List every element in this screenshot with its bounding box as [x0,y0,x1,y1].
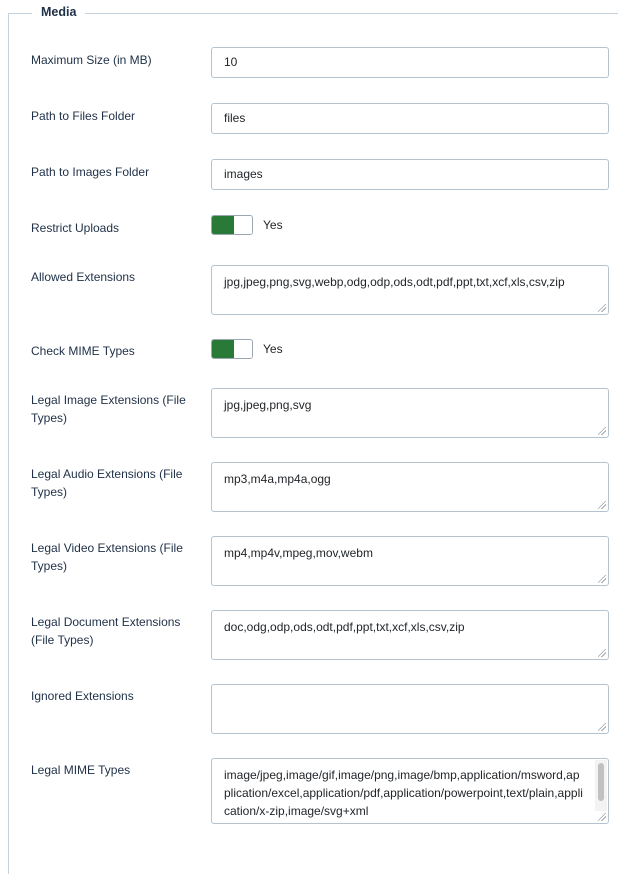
mime-types-value: image/jpeg,image/gif,image/png,image/bmp,application/msword,application/excel,application/pdf,application/powerpoint,text/plain,application/x-zip,image/svg+xml [224,768,583,818]
fieldset-legend: Media [32,5,85,19]
check-mime-label: Check MIME Types [31,344,135,358]
max-size-input[interactable]: 10 [211,47,609,78]
allowed-extensions-value: jpg,jpeg,png,svg,webp,odg,odp,ods,odt,pdf,ppt,txt,xcf,xls,csv,zip [224,275,565,289]
image-extensions-textarea[interactable] [211,388,609,438]
toggle-on-segment [212,340,234,358]
image-extensions-value: jpg,jpeg,png,svg [224,398,312,412]
image-extensions-label: Legal Image Extensions (File Types) [31,393,186,425]
check-mime-toggle[interactable] [211,339,253,359]
images-path-label: Path to Images Folder [31,165,150,179]
audio-extensions-value: mp3,m4a,mp4a,ogg [224,472,331,486]
document-extensions-label: Legal Document Extensions (File Types) [31,615,181,647]
resize-handle[interactable] [598,813,606,821]
resize-handle[interactable] [598,304,606,312]
scrollbar-thumb[interactable] [598,763,604,801]
images-path-input[interactable]: images [211,159,609,190]
audio-extensions-label: Legal Audio Extensions (File Types) [31,467,183,499]
audio-extensions-textarea[interactable] [211,462,609,512]
toggle-on-segment [212,216,234,234]
ignored-extensions-label: Ignored Extensions [31,689,134,703]
mime-types-textarea[interactable] [211,758,609,824]
vertical-scrollbar[interactable] [595,760,607,811]
files-path-label: Path to Files Folder [31,109,136,123]
check-mime-state: Yes [263,342,283,356]
restrict-uploads-state: Yes [263,218,283,232]
resize-handle[interactable] [598,723,606,731]
resize-handle[interactable] [598,427,606,435]
max-size-label: Maximum Size (in MB) [31,53,152,67]
restrict-uploads-toggle[interactable] [211,215,253,235]
document-extensions-textarea[interactable] [211,610,609,660]
resize-handle[interactable] [598,575,606,583]
allowed-extensions-textarea[interactable] [211,265,609,315]
resize-handle[interactable] [598,649,606,657]
video-extensions-textarea[interactable] [211,536,609,586]
ignored-extensions-textarea[interactable] [211,684,609,734]
toggle-knob [234,340,252,358]
allowed-extensions-label: Allowed Extensions [31,270,136,284]
resize-handle[interactable] [598,501,606,509]
video-extensions-value: mp4,mp4v,mpeg,mov,webm [224,546,373,560]
toggle-knob [234,216,252,234]
files-path-input[interactable]: files [211,103,609,134]
video-extensions-label: Legal Video Extensions (File Types) [31,541,183,573]
restrict-uploads-label: Restrict Uploads [31,221,120,235]
media-fieldset [8,13,618,874]
document-extensions-value: doc,odg,odp,ods,odt,pdf,ppt,txt,xcf,xls,csv,zip [224,620,465,634]
mime-types-label: Legal MIME Types [31,763,131,777]
